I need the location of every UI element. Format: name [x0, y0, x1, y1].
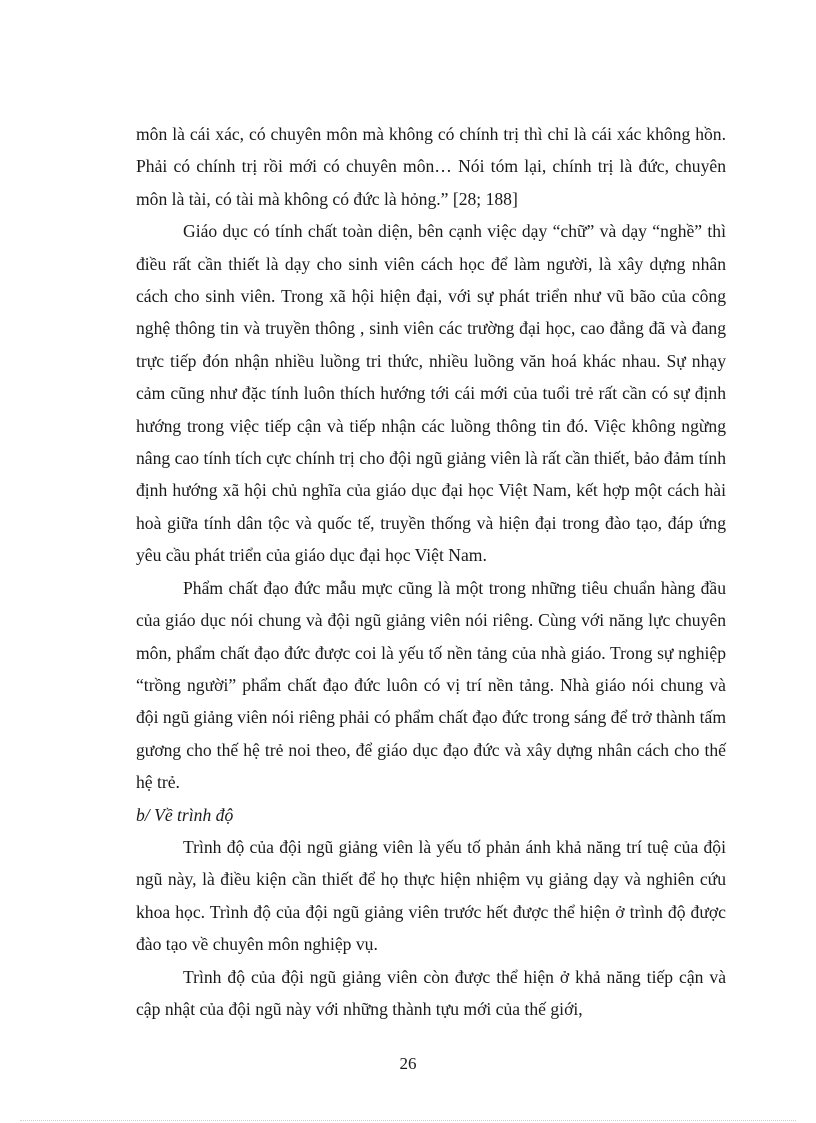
page-number: 26: [399, 1054, 417, 1073]
page-bottom-divider: [20, 1120, 796, 1121]
section-heading: b/ Về trình độ: [136, 804, 234, 825]
page-body: [136, 118, 726, 1025]
paragraph-qualification-level: Trình độ của đội ngũ giảng viên là yếu tố phản ánh khả năng trí tuệ của đội ngũ này, là điều kiện cần thiết để họ thực hiện nhiệm vụ giảng dạy và nghiên cứu khoa học. Trình độ của đội ngũ giảng viên trước hết được thể hiện ở trình độ được đào tạo về chuyên môn nghiệp vụ.: [136, 836, 726, 955]
paragraph-moral-qualities: Phẩm chất đạo đức mẫu mực cũng là một trong những tiêu chuẩn hàng đầu của giáo dục nói chung và đội ngũ giảng viên nói riêng. Cùng với năng lực chuyên môn, phẩm chất đạo đức được coi là yếu tố nền tảng của nhà giáo. Trong sự nghiệp “trồng người” phẩm chất đạo đức luôn có vị trí nền tảng. Nhà giáo nói chung và đội ngũ giảng viên nói riêng phải có phẩm chất đạo đức trong sáng để trở thành tấm gương cho thế hệ trẻ noi theo, để giáo dục đạo đức và xây dựng nhân cách cho thế hệ trẻ.: [136, 577, 727, 793]
paragraph-continuation: môn là cái xác, có chuyên môn mà không có chính trị thì chỉ là cái xác không hồn. Phải có chính trị rồi mới có chuyên môn… Nói tóm lại, chính trị là đức, chuyên môn là tài, có tài mà không có đức là hỏng.” [28; 188]: [136, 124, 726, 209]
paragraph-comprehensive-education: Giáo dục có tính chất toàn diện, bên cạnh việc dạy “chữ” và dạy “nghề” thì điều rất cần thiết là dạy cho sinh viên cách học để làm người, là xây dựng nhân cách cho sinh viên. Trong xã hội hiện đại, với sự phát triển như vũ bão của công nghệ thông tin và truyền thông , sinh viên các trường đại học, cao đẳng đã và đang trực tiếp đón nhận nhiều luồng tri thức, nhiều luồng văn hoá khác nhau. Sự nhạy cảm cũng như đặc tính luôn thích hướng tới cái mới của tuổi trẻ rất cần có sự định hướng trong việc tiếp cận và tiếp nhận các luồng thông tin đó. Việc không ngừng nâng cao tính tích cực chính trị cho đội ngũ giảng viên là rất cần thiết, bảo đảm tính định hướng xã hội chủ nghĩa của giáo dục đại học Việt Nam, kết hợp một cách hài hoà giữa tính dân tộc và quốc tế, truyền thống và hiện đại trong đào tạo, đáp ứng yêu cầu phát triển của giáo dục đại học Việt Nam.: [136, 221, 726, 566]
paragraph-qualification-update: Trình độ của đội ngũ giảng viên còn được thể hiện ở khả năng tiếp cận và cập nhật của đội ngũ này với những thành tựu mới của thế giới,: [136, 966, 726, 1019]
